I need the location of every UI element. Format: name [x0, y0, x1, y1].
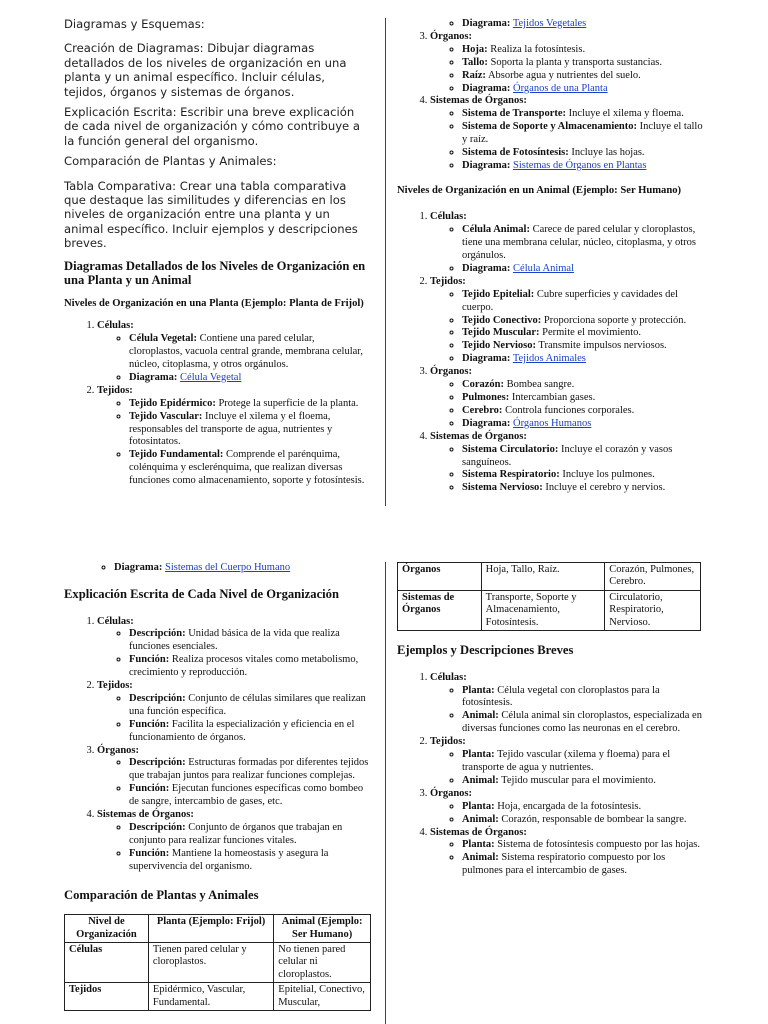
- table-row: [65, 943, 371, 983]
- page-3: [64, 562, 372, 1011]
- list-item: ◦ Tejido Conectivo: Proporciona soporte y protección.: [462, 315, 707, 328]
- list-item: ◦ Diagrama: Sistemas del Cuerpo Humano: [114, 562, 372, 575]
- table-cell: Sistemas de Órganos: [398, 590, 482, 630]
- table-cell: Tienen pared celular y cloroplastos.: [148, 943, 273, 983]
- list-item: ◦ Raíz: Absorbe agua y nutrientes del suelo.: [462, 70, 707, 83]
- list-item: 2. Tejidos: ◦ Planta: Tejido vascular (xilema y floema) para el transporte de agua y nutrientes. ◦ Animal: Tejido muscular para el movimiento.: [430, 736, 707, 788]
- list-item: ◦ Sistema Respiratorio: Incluye los pulmones.: [462, 469, 707, 482]
- list-item: 3. Órganos: ◦ Planta: Hoja, encargada de la fotosíntesis. ◦ Animal: Corazón, responsable de bombear la sangre.: [430, 788, 707, 827]
- table-cell: Hoja, Tallo, Raíz.: [481, 563, 605, 591]
- table-header: Planta (Ejemplo: Frijol): [148, 915, 273, 943]
- diagram-link[interactable]: Tejidos Animales: [512, 353, 586, 365]
- subheading: Niveles de Organización en un Animal (Ejemplo: Ser Humano): [397, 184, 682, 196]
- list-item: ◦ Diagrama: Órganos de una Planta: [462, 83, 707, 96]
- list-item: ◦ Función: Ejecutan funciones específicas como bombeo de sangre, intercambio de gases, etc.: [129, 783, 372, 809]
- list-item: ◦ Tejido Nervioso: Transmite impulsos nerviosos.: [462, 340, 707, 353]
- list-item: ◦ Animal: Corazón, responsable de bombear la sangre.: [462, 814, 707, 827]
- list-item: ◦ Descripción: Unidad básica de la vida que realiza funciones esenciales.: [129, 628, 372, 654]
- page-divider-top: [385, 18, 386, 506]
- section-label: Diagramas y Esquemas:: [64, 17, 205, 31]
- list-item: ◦ Corazón: Bombea sangre.: [462, 379, 707, 392]
- page-1: [64, 17, 370, 488]
- list-item: ◦ Diagrama: Sistemas de Órganos en Plantas: [462, 160, 707, 173]
- list-item: ◦ Función: Realiza procesos vitales como metabolismo, crecimiento y reproducción.: [129, 654, 372, 680]
- list-item: ◦ Sistema de Fotosíntesis: Incluye las hojas.: [462, 147, 707, 160]
- explanation-list: [64, 616, 372, 874]
- list-item: ◦ Tejido Vascular: Incluye el xilema y el floema, responsables del transporte de agua, nutrientes y fotosintatos.: [129, 411, 370, 450]
- table-header: Nivel de Organización: [65, 915, 149, 943]
- diagram-link[interactable]: Célula Vegetal: [180, 371, 242, 383]
- list-item: 3. Órganos: ◦ Corazón: Bombea sangre. ◦ Pulmones: Intercambian gases. ◦ Cerebro: Controla funciones corporales. ◦ Diagrama: Órganos Humanos: [430, 366, 707, 431]
- table-cell: Células: [65, 943, 149, 983]
- list-item: 4. Sistemas de Órganos: ◦ Sistema de Transporte: Incluye el xilema y floema. ◦ Sistema de Soporte y Almacenamiento: Incluye el tallo y raíz. ◦ Sistema de Fotosíntesis: Incluye las hojas. ◦ Diagrama: Sistemas de Órganos en Plantas: [430, 95, 707, 172]
- page-2: [397, 18, 707, 495]
- list-item: ◦ Sistema Nervioso: Incluye el cerebro y nervios.: [462, 482, 707, 495]
- list-item: 2. Tejidos: ◦ Tejido Epidérmico: Protege la superficie de la planta. ◦ Tejido Vascular: Incluye el xilema y el floema, responsables del transporte de agua, nutrientes y fotosintatos. ◦ Tejido Fundamental: Comprende el parénquima, colénquima y esclerénquima, que realizan diversas funciones como almacenamiento, soporte y fotosíntesis.: [97, 385, 370, 488]
- list-item: ◦ Tallo: Soporta la planta y transporta sustancias.: [462, 57, 707, 70]
- table-row: [398, 590, 701, 630]
- list-item: ◦ Sistema de Transporte: Incluye el xilema y floema.: [462, 108, 707, 121]
- heading: Ejemplos y Descripciones Breves: [397, 643, 574, 658]
- table-cell: Corazón, Pulmones, Cerebro.: [605, 563, 701, 591]
- list-item: ◦ Diagrama: Célula Vegetal: [129, 372, 370, 385]
- paragraph: Explicación Escrita: Escribir una breve explicación de cada nivel de organización y cómo contribuye a la función general del organismo.: [64, 105, 360, 148]
- page-divider-bottom: [385, 562, 386, 1024]
- list-item: ◦ Planta: Tejido vascular (xilema y floema) para el transporte de agua y nutrientes.: [462, 749, 707, 775]
- list-item: ◦ Cerebro: Controla funciones corporales.: [462, 405, 707, 418]
- list-item: ◦ Descripción: Estructuras formadas por diferentes tejidos que trabajan juntos para realizar funciones complejas.: [129, 757, 372, 783]
- list-item: ◦ Descripción: Conjunto de órganos que trabajan en conjunto para realizar funciones vitales.: [129, 822, 372, 848]
- list-item: ◦ Célula Vegetal: Contiene una pared celular, cloroplastos, vacuola central grande, membrana celular, núcleo, citoplasma, y otros orgánulos.: [129, 333, 370, 372]
- list-item: ◦ Planta: Célula vegetal con cloroplastos para la fotosíntesis.: [462, 685, 707, 711]
- table-header-row: [65, 915, 371, 943]
- list-item: ◦ Función: Mantiene la homeostasis y asegura la supervivencia del organismo.: [129, 848, 372, 874]
- list-item: ◦ Diagrama: Tejidos Vegetales: [462, 18, 707, 31]
- list-item: ◦ Animal: Sistema respiratorio compuesto por los pulmones para el intercambio de gases.: [462, 852, 707, 878]
- paragraph: Creación de Diagramas: Dibujar diagramas detallados de los niveles de organización en una planta y un animal específico. Incluir células, tejidos, órganos y sistemas de órganos.: [64, 41, 347, 99]
- list-item: 4. Sistemas de Órganos: ◦ Descripción: Conjunto de órganos que trabajan en conjunto para realizar funciones vitales. ◦ Función: Mantiene la homeostasis y asegura la supervivencia del organismo.: [97, 809, 372, 874]
- list-item: ◦ Tejido Epidérmico: Protege la superficie de la planta.: [129, 398, 370, 411]
- table-cell: No tienen pared celular ni cloroplastos.: [274, 943, 371, 983]
- diagram-link[interactable]: Célula Animal: [513, 262, 574, 274]
- diagram-link[interactable]: Tejidos Vegetales: [512, 18, 587, 29]
- table-cell: Órganos: [398, 563, 482, 591]
- animal-levels-list: [397, 211, 707, 495]
- list-item: ◦ Tejido Epitelial: Cubre superficies y cavidades del cuerpo.: [462, 289, 707, 315]
- list-item: ◦ Animal: Tejido muscular para el movimiento.: [462, 775, 707, 788]
- list-item: 2. Tejidos: ◦ Tejido Epitelial: Cubre superficies y cavidades del cuerpo. ◦ Tejido Conectivo: Proporciona soporte y protección. ◦ Tejido Muscular: Permite el movimiento. ◦ Tejido Nervioso: Transmite impulsos nerviosos. ◦ Diagrama: Tejidos Animales: [430, 276, 707, 366]
- list-item: 3. Órganos: ◦ Descripción: Estructuras formadas por diferentes tejidos que trabajan juntos para realizar funciones complejas. ◦ Función: Ejecutan funciones específicas como bombeo de sangre, intercambio de gases, etc.: [97, 745, 372, 810]
- heading: Explicación Escrita de Cada Nivel de Organización: [64, 586, 339, 601]
- diagram-link[interactable]: Órganos de una Planta: [513, 82, 608, 94]
- list-item: ◦ Animal: Célula animal sin cloroplastos, especializada en diversas funciones como las neuronas en el cerebro.: [462, 710, 707, 736]
- list-item: 1. Células: ◦ Célula Vegetal: Contiene una pared celular, cloroplastos, vacuola central grande, membrana celular, núcleo, citoplasma, y otros orgánulos. ◦ Diagrama: Célula Vegetal: [97, 320, 370, 385]
- list-item: ◦ Sistema de Soporte y Almacenamiento: Incluye el tallo y raíz.: [462, 121, 707, 147]
- list-item: ◦ Planta: Hoja, encargada de la fotosíntesis.: [462, 801, 707, 814]
- list-item: ◦ Tejido Fundamental: Comprende el parénquima, colénquima y esclerénquima, que realizan diversas funciones como almacenamiento, soporte y fotosíntesis.: [129, 449, 370, 488]
- list-item: ◦ Sistema Circulatorio: Incluye el corazón y vasos sanguíneos.: [462, 444, 707, 470]
- heading: Diagramas Detallados de los Niveles de Organización en una Planta y un Animal: [64, 258, 366, 288]
- comparison-table: [64, 914, 371, 1011]
- table-row: [65, 983, 371, 1011]
- list-item: 4. Sistemas de Órganos: ◦ Sistema Circulatorio: Incluye el corazón y vasos sanguíneos. ◦ Sistema Respiratorio: Incluye los pulmones. ◦ Sistema Nervioso: Incluye el cerebro y nervios.: [430, 431, 707, 496]
- list-item: ◦ Diagrama: Célula Animal: [462, 263, 707, 276]
- list-item: 2. Tejidos: ◦ Descripción: Conjunto de células similares que realizan una función específica. ◦ Función: Facilita la especialización y eficiencia en el funcionamiento de órganos.: [97, 680, 372, 745]
- list-item: 1. Células: ◦ Célula Animal: Carece de pared celular y cloroplastos, tiene una membrana celular, núcleo, citoplasma, y otros orgánulos. ◦ Diagrama: Célula Animal: [430, 211, 707, 276]
- list-item: ◦ Tejido Muscular: Permite el movimiento.: [462, 327, 707, 340]
- table-cell: Tejidos: [65, 983, 149, 1011]
- list-item: ◦ Célula Animal: Carece de pared celular y cloroplastos, tiene una membrana celular, núcleo, citoplasma, y otros orgánulos.: [462, 224, 707, 263]
- list-item: ◦ Descripción: Conjunto de células similares que realizan una función específica.: [129, 693, 372, 719]
- list-item: 1. Células: ◦ Descripción: Unidad básica de la vida que realiza funciones esenciales. ◦ Función: Realiza procesos vitales como metabolismo, crecimiento y reproducción.: [97, 616, 372, 681]
- list-item: ◦ Diagrama: Tejidos Animales: [462, 353, 707, 366]
- table-cell: Transporte, Soporte y Almacenamiento, Fotosíntesis.: [481, 590, 605, 630]
- list-item: ◦ Hoja: Realiza la fotosíntesis.: [462, 44, 707, 57]
- table-row: [398, 563, 701, 591]
- list-item: ◦ Pulmones: Intercambian gases.: [462, 392, 707, 405]
- diagram-link[interactable]: Órganos Humanos: [513, 417, 592, 429]
- examples-list: [397, 672, 707, 879]
- table-cell: Epidérmico, Vascular, Fundamental.: [148, 983, 273, 1011]
- list-item: 1. Células: ◦ Planta: Célula vegetal con cloroplastos para la fotosíntesis. ◦ Animal: Célula animal sin cloroplastos, especializada en diversas funciones como las neuronas en el cerebro.: [430, 672, 707, 737]
- subheading: Niveles de Organización en una Planta (Ejemplo: Planta de Frijol): [64, 297, 364, 309]
- list-item: ◦ Función: Facilita la especialización y eficiencia en el funcionamiento de órganos.: [129, 719, 372, 745]
- list-item: 4. Sistemas de Órganos: ◦ Planta: Sistema de fotosíntesis compuesto por las hojas. ◦ Animal: Sistema respiratorio compuesto por los pulmones para el intercambio de gases.: [430, 827, 707, 879]
- diagram-link[interactable]: Sistemas de Órganos en Plantas: [513, 159, 647, 171]
- table-cell: Epitelial, Conectivo, Muscular,: [274, 983, 371, 1011]
- diagram-link[interactable]: Sistemas del Cuerpo Humano: [165, 562, 291, 573]
- plant-levels-list: [64, 320, 370, 488]
- page-4: [397, 562, 707, 878]
- plant-levels-list-cont: [397, 31, 707, 173]
- table-cell: Circulatorio, Respiratorio, Nervioso.: [605, 590, 701, 630]
- comparison-table-continued: [397, 562, 701, 631]
- section-label: Comparación de Plantas y Animales:: [64, 154, 277, 169]
- paragraph: Tabla Comparativa: Crear una tabla comparativa que destaque las similitudes y diferencias en los niveles de organización entre una planta y un animal específico. Incluir ejemplos y descripciones breves.: [64, 178, 358, 251]
- list-item: ◦ Planta: Sistema de fotosíntesis compuesto por las hojas.: [462, 839, 707, 852]
- heading: Comparación de Plantas y Animales: [64, 887, 259, 902]
- list-item: 3. Órganos: ◦ Hoja: Realiza la fotosíntesis. ◦ Tallo: Soporta la planta y transporta sustancias. ◦ Raíz: Absorbe agua y nutrientes del suelo. ◦ Diagrama: Órganos de una Planta: [430, 31, 707, 96]
- list-item: ◦ Diagrama: Órganos Humanos: [462, 418, 707, 431]
- table-header: Animal (Ejemplo: Ser Humano): [274, 915, 371, 943]
